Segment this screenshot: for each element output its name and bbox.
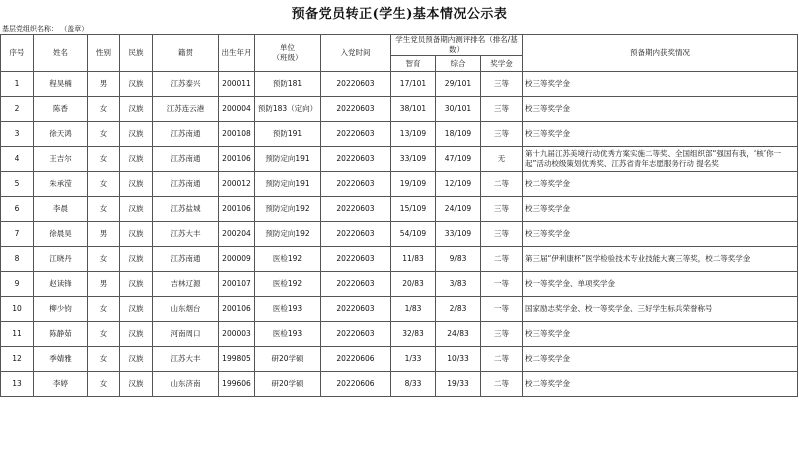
cell-overall: 9/83 (436, 247, 481, 272)
cell-gender: 女 (88, 197, 120, 222)
cell-birth: 200012 (219, 172, 255, 197)
cell-moral: 38/101 (391, 97, 436, 122)
cell-birth: 200106 (219, 297, 255, 322)
cell-overall: 24/83 (436, 322, 481, 347)
cell-native: 山东济南 (153, 372, 219, 397)
cell-seq: 11 (1, 322, 34, 347)
cell-native: 江苏盐城 (153, 197, 219, 222)
header-rank-group: 学生党员预备期内测评排名（排名/基数） (391, 35, 523, 56)
cell-overall: 3/83 (436, 272, 481, 297)
cell-moral: 33/109 (391, 147, 436, 172)
cell-moral: 17/101 (391, 72, 436, 97)
info-table (0, 34, 798, 397)
cell-native: 江苏南通 (153, 122, 219, 147)
cell-name: 李婷 (34, 372, 88, 397)
table-row (1, 97, 798, 122)
cell-name: 陈香 (34, 97, 88, 122)
cell-seq: 7 (1, 222, 34, 247)
cell-gender: 女 (88, 347, 120, 372)
cell-moral: 1/83 (391, 297, 436, 322)
table-row (1, 322, 798, 347)
cell-name: 江晓丹 (34, 247, 88, 272)
cell-awards: 校三等奖学金 (523, 97, 798, 122)
header-join: 入党时间 (321, 35, 391, 72)
party-org-name-line: 基层党组织名称： （盖章） (2, 25, 89, 33)
cell-scholarship: 三等 (481, 122, 523, 147)
header-birth: 出生年月 (219, 35, 255, 72)
cell-name: 赵读锋 (34, 272, 88, 297)
cell-unit: 医检193 (255, 322, 321, 347)
cell-gender: 女 (88, 372, 120, 397)
cell-unit: 预防181 (255, 72, 321, 97)
cell-seq: 10 (1, 297, 34, 322)
cell-awards: 校一等奖学金、单项奖学金 (523, 272, 798, 297)
cell-native: 江苏南通 (153, 247, 219, 272)
cell-awards: 第十九届江苏美境行动优秀方案实施二等奖、全国组织部“强国有我，‘核’你一起”活动校级策划优秀奖、江苏省青年志愿服务行动 提名奖 (523, 147, 798, 172)
cell-awards: 校三等奖学金 (523, 72, 798, 97)
cell-native: 江苏泰兴 (153, 72, 219, 97)
cell-overall: 29/101 (436, 72, 481, 97)
cell-gender: 女 (88, 247, 120, 272)
cell-scholarship: 三等 (481, 222, 523, 247)
cell-awards: 校二等奖学金 (523, 372, 798, 397)
cell-unit: 研20学硕 (255, 372, 321, 397)
cell-ethnicity: 汉族 (120, 297, 153, 322)
cell-scholarship: 三等 (481, 197, 523, 222)
cell-moral: 8/33 (391, 372, 436, 397)
cell-awards: 校三等奖学金 (523, 222, 798, 247)
cell-birth: 199606 (219, 372, 255, 397)
cell-moral: 1/33 (391, 347, 436, 372)
cell-join: 20220603 (321, 97, 391, 122)
header-overall: 综合 (436, 56, 481, 72)
cell-name: 徐晨昊 (34, 222, 88, 247)
cell-seq: 2 (1, 97, 34, 122)
cell-overall: 47/109 (436, 147, 481, 172)
cell-moral: 13/109 (391, 122, 436, 147)
cell-join: 20220603 (321, 272, 391, 297)
cell-name: 王吉尔 (34, 147, 88, 172)
cell-overall: 30/101 (436, 97, 481, 122)
table-row (1, 272, 798, 297)
table-row (1, 222, 798, 247)
cell-seq: 13 (1, 372, 34, 397)
cell-moral: 20/83 (391, 272, 436, 297)
cell-join: 20220606 (321, 372, 391, 397)
cell-seq: 1 (1, 72, 34, 97)
cell-gender: 女 (88, 147, 120, 172)
cell-name: 朱承滢 (34, 172, 88, 197)
cell-birth: 200003 (219, 322, 255, 347)
cell-native: 江苏南通 (153, 172, 219, 197)
cell-birth: 200204 (219, 222, 255, 247)
cell-moral: 32/83 (391, 322, 436, 347)
table-row (1, 372, 798, 397)
cell-scholarship: 一等 (481, 272, 523, 297)
table-row (1, 122, 798, 147)
cell-scholarship: 二等 (481, 247, 523, 272)
cell-native: 江苏南通 (153, 147, 219, 172)
cell-birth: 200107 (219, 272, 255, 297)
cell-unit: 预防定向192 (255, 222, 321, 247)
cell-scholarship: 二等 (481, 172, 523, 197)
cell-birth: 200106 (219, 197, 255, 222)
cell-awards: 第三届“伊利康杯”医学检验技术专业技能大赛三等奖，校二等奖学金 (523, 247, 798, 272)
cell-name: 陈静茹 (34, 322, 88, 347)
cell-native: 江苏大丰 (153, 222, 219, 247)
cell-unit: 医检192 (255, 247, 321, 272)
cell-overall: 19/33 (436, 372, 481, 397)
table-row (1, 72, 798, 97)
cell-ethnicity: 汉族 (120, 72, 153, 97)
header-name: 姓名 (34, 35, 88, 72)
cell-unit: 预防定向192 (255, 197, 321, 222)
table-row (1, 247, 798, 272)
cell-gender: 女 (88, 97, 120, 122)
cell-join: 20220603 (321, 122, 391, 147)
cell-gender: 男 (88, 222, 120, 247)
cell-native: 山东烟台 (153, 297, 219, 322)
cell-moral: 19/109 (391, 172, 436, 197)
cell-birth: 200011 (219, 72, 255, 97)
table-row (1, 172, 798, 197)
cell-ethnicity: 汉族 (120, 97, 153, 122)
cell-ethnicity: 汉族 (120, 347, 153, 372)
cell-name: 徐天鸿 (34, 122, 88, 147)
header-scholarship: 奖学金 (481, 56, 523, 72)
header-awards: 预备期内获奖情况 (523, 35, 798, 72)
table-row (1, 197, 798, 222)
cell-overall: 24/109 (436, 197, 481, 222)
cell-name: 李晨 (34, 197, 88, 222)
cell-seq: 8 (1, 247, 34, 272)
cell-awards: 校三等奖学金 (523, 322, 798, 347)
cell-ethnicity: 汉族 (120, 272, 153, 297)
cell-scholarship: 一等 (481, 297, 523, 322)
cell-seq: 5 (1, 172, 34, 197)
cell-join: 20220603 (321, 72, 391, 97)
cell-ethnicity: 汉族 (120, 247, 153, 272)
cell-overall: 2/83 (436, 297, 481, 322)
cell-ethnicity: 汉族 (120, 372, 153, 397)
cell-birth: 199805 (219, 347, 255, 372)
cell-awards: 校三等奖学金 (523, 197, 798, 222)
cell-unit: 医检192 (255, 272, 321, 297)
cell-ethnicity: 汉族 (120, 122, 153, 147)
cell-seq: 3 (1, 122, 34, 147)
cell-overall: 12/109 (436, 172, 481, 197)
header-seq: 序号 (1, 35, 34, 72)
cell-unit: 预防191 (255, 122, 321, 147)
cell-join: 20220603 (321, 222, 391, 247)
cell-awards: 国家励志奖学金、校一等奖学金、三好学生标兵荣誉称号 (523, 297, 798, 322)
cell-scholarship: 三等 (481, 97, 523, 122)
cell-ethnicity: 汉族 (120, 172, 153, 197)
cell-seq: 12 (1, 347, 34, 372)
header-unit: 单位 （班级） (255, 35, 321, 72)
cell-gender: 女 (88, 297, 120, 322)
page-title: 预备党员转正(学生)基本情况公示表 (291, 7, 508, 22)
cell-overall: 18/109 (436, 122, 481, 147)
cell-ethnicity: 汉族 (120, 322, 153, 347)
cell-ethnicity: 汉族 (120, 197, 153, 222)
header-ethnicity: 民族 (120, 35, 153, 72)
cell-unit: 研20学硕 (255, 347, 321, 372)
cell-join: 20220603 (321, 322, 391, 347)
cell-join: 20220603 (321, 147, 391, 172)
cell-join: 20220603 (321, 197, 391, 222)
cell-seq: 9 (1, 272, 34, 297)
cell-birth: 200108 (219, 122, 255, 147)
cell-awards: 校二等奖学金 (523, 172, 798, 197)
cell-gender: 男 (88, 272, 120, 297)
cell-gender: 女 (88, 172, 120, 197)
cell-join: 20220603 (321, 172, 391, 197)
table-row (1, 347, 798, 372)
cell-seq: 6 (1, 197, 34, 222)
cell-scholarship: 三等 (481, 322, 523, 347)
cell-unit: 预防183（定向） (255, 97, 321, 122)
cell-awards: 校三等奖学金 (523, 122, 798, 147)
cell-ethnicity: 汉族 (120, 147, 153, 172)
cell-moral: 54/109 (391, 222, 436, 247)
cell-join: 20220606 (321, 347, 391, 372)
cell-gender: 女 (88, 322, 120, 347)
cell-native: 江苏连云港 (153, 97, 219, 122)
cell-scholarship: 三等 (481, 72, 523, 97)
cell-name: 程昊楠 (34, 72, 88, 97)
header-gender: 性别 (88, 35, 120, 72)
cell-moral: 15/109 (391, 197, 436, 222)
cell-ethnicity: 汉族 (120, 222, 153, 247)
cell-scholarship: 二等 (481, 372, 523, 397)
cell-overall: 10/33 (436, 347, 481, 372)
cell-seq: 4 (1, 147, 34, 172)
cell-birth: 200004 (219, 97, 255, 122)
cell-overall: 33/109 (436, 222, 481, 247)
cell-native: 河南周口 (153, 322, 219, 347)
cell-gender: 女 (88, 122, 120, 147)
cell-moral: 11/83 (391, 247, 436, 272)
cell-name: 柳少钧 (34, 297, 88, 322)
cell-native: 吉林辽源 (153, 272, 219, 297)
cell-name: 季婧雅 (34, 347, 88, 372)
cell-birth: 200106 (219, 147, 255, 172)
cell-unit: 医检193 (255, 297, 321, 322)
table-row (1, 147, 798, 172)
cell-scholarship: 无 (481, 147, 523, 172)
cell-unit: 预防定向191 (255, 147, 321, 172)
header-moral: 智育 (391, 56, 436, 72)
cell-join: 20220603 (321, 247, 391, 272)
header-native: 籍贯 (153, 35, 219, 72)
cell-birth: 200009 (219, 247, 255, 272)
cell-scholarship: 二等 (481, 347, 523, 372)
cell-unit: 预防定向191 (255, 172, 321, 197)
cell-awards: 校二等奖学金 (523, 347, 798, 372)
cell-native: 江苏大丰 (153, 347, 219, 372)
cell-join: 20220603 (321, 297, 391, 322)
cell-gender: 男 (88, 72, 120, 97)
table-row (1, 297, 798, 322)
